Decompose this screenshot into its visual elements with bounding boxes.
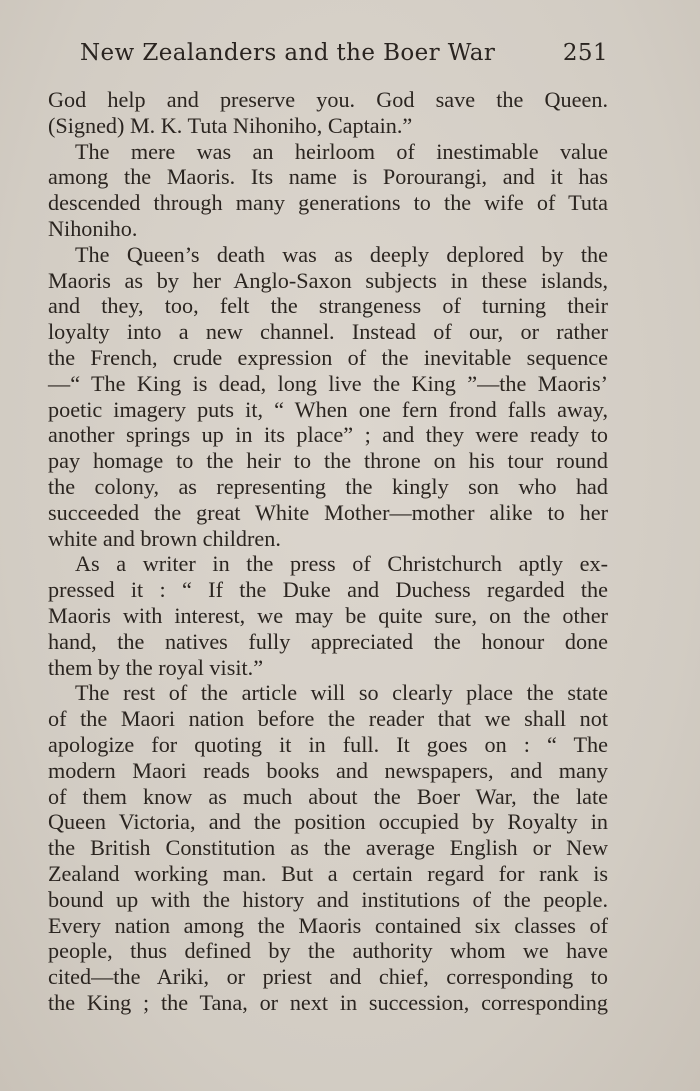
text-line: bound up with the history and institutions of the people. <box>48 886 608 912</box>
text-line: pay homage to the heir to the throne on his tour round <box>48 448 608 474</box>
text-line: loyalty into a new channel. Instead of our, or rather <box>48 319 608 345</box>
text-line: poetic imagery puts it, “ When one fern frond falls away, <box>48 396 608 422</box>
text-line: of the Maori nation before the reader that we shall not <box>48 706 608 732</box>
text-line: Every nation among the Maoris contained six classes of <box>48 912 608 938</box>
text-line: modern Maori reads books and newspapers, and many <box>48 757 608 783</box>
text-line: people, thus defined by the authority whom we have <box>48 938 608 964</box>
text-line: succeeded the great White Mother—mother alike to her <box>48 499 608 525</box>
text-line: cited—the Ariki, or priest and chief, corresponding to <box>48 964 608 990</box>
text-line: Queen Victoria, and the position occupied by Royalty in <box>48 809 608 835</box>
text-line: the British Constitution as the average English or New <box>48 835 608 861</box>
text-line: the colony, as representing the kingly son who had <box>48 473 608 499</box>
text-line: Nihoniho. <box>48 215 138 241</box>
text-line: them by the royal visit.” <box>48 654 264 680</box>
running-title: New Zealanders and the Boer War <box>80 40 496 66</box>
text-line: apologize for quoting it in full. It goes on : “ The <box>48 731 608 757</box>
text-line: the King ; the Tana, or next in succession, corresponding <box>48 989 608 1015</box>
text-line: the French, crude expression of the inevitable sequence <box>48 344 608 370</box>
text-line: God help and preserve you. God save the Queen. <box>48 87 608 112</box>
text-line: Maoris as by her Anglo-Saxon subjects in these islands, <box>48 267 608 293</box>
text-line: pressed it : “ If the Duke and Duchess regarded the <box>48 577 608 603</box>
text-line: —“ The King is dead, long live the King ”—the Maoris’ <box>48 370 608 396</box>
text-line: The mere was an heirloom of inestimable value <box>75 138 608 164</box>
text-line: Maoris with interest, we may be quite sure, on the other <box>48 602 608 628</box>
running-header <box>80 40 608 76</box>
text-line: white and brown children. <box>48 525 281 551</box>
text-line: and they, too, felt the strangeness of turning their <box>48 293 608 319</box>
text-line: The Queen’s death was as deeply deplored by the <box>75 241 608 267</box>
text-line: another springs up in its place” ; and they were ready to <box>48 422 608 448</box>
text-line: hand, the natives fully appreciated the honour done <box>48 628 608 654</box>
text-line: Zealand working man. But a certain regard for rank is <box>48 860 608 886</box>
text-line: (Signed) M. K. Tuta Nihoniho, Captain.” <box>48 112 413 138</box>
text-line: The rest of the article will so clearly place the state <box>75 680 608 706</box>
text-line: of them know as much about the Boer War, the late <box>48 783 608 809</box>
page-number: 251 <box>562 40 608 66</box>
body-text <box>48 87 608 1016</box>
text-line: descended through many generations to the wife of Tuta <box>48 190 608 216</box>
text-line: As a writer in the press of Christchurch aptly ex- <box>75 551 608 577</box>
text-line: among the Maoris. Its name is Porourangi, and it has <box>48 164 608 190</box>
